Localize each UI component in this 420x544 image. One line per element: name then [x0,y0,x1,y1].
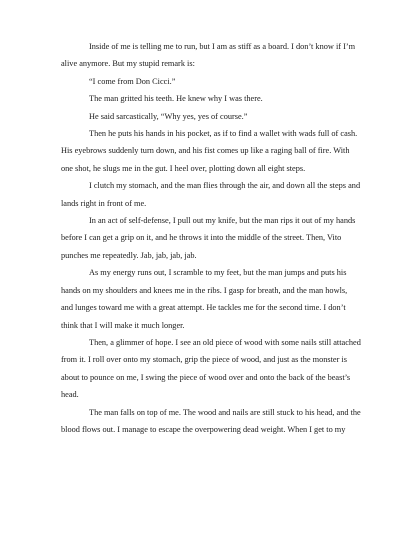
paragraph: Then, a glimmer of hope. I see an old piece of wood with some nails still attached from it. I roll over onto my stomach, grip the piece of wood, and just as the monster is about to pounce on me, I swing the piece of wood over and onto the back of the beast’s head. [61,337,361,400]
paragraph: In an act of self-defense, I pull out my knife, but the man rips it out of my hands before I can get a grip on it, and he throws it into the middle of the street. Then, Vito punches me repeatedly. Jab, jab, jab, jab. [61,216,356,260]
document-page [61,38,361,438]
paragraph: “I come from Don Cicci.” [89,76,176,86]
paragraph: He said sarcastically, “Why yes, yes of course.” [89,111,248,121]
paragraph: The man falls on top of me. The wood and nails are still stuck to his head, and the blood flows out. I manage to escape the overpowering dead weight. When I get to my [61,407,361,434]
paragraph: Inside of me is telling me to run, but I am as stiff as a board. I don’t know if I’m alive anymore. But my stupid remark is: [61,42,356,69]
paragraph: I clutch my stomach, and the man flies through the air, and down all the steps and lands right in front of me. [61,181,361,208]
paragraph: Then he puts his hands in his pocket, as if to find a wallet with wads full of cash. His eyebrows suddenly turn down, and his fist comes up like a raging ball of fire. With one shot, he slugs me in the gut. I heel over, plotting down all eight steps. [61,129,358,173]
paragraph: The man gritted his teeth. He knew why I was there. [89,94,263,104]
paragraph: As my energy runs out, I scramble to my feet, but the man jumps and puts his hands on my shoulders and knees me in the ribs. I gasp for breath, and the man howls, and lunges toward me with a great attempt. He tackles me for the second time. I don’t think that I will make it much longer. [61,268,348,330]
